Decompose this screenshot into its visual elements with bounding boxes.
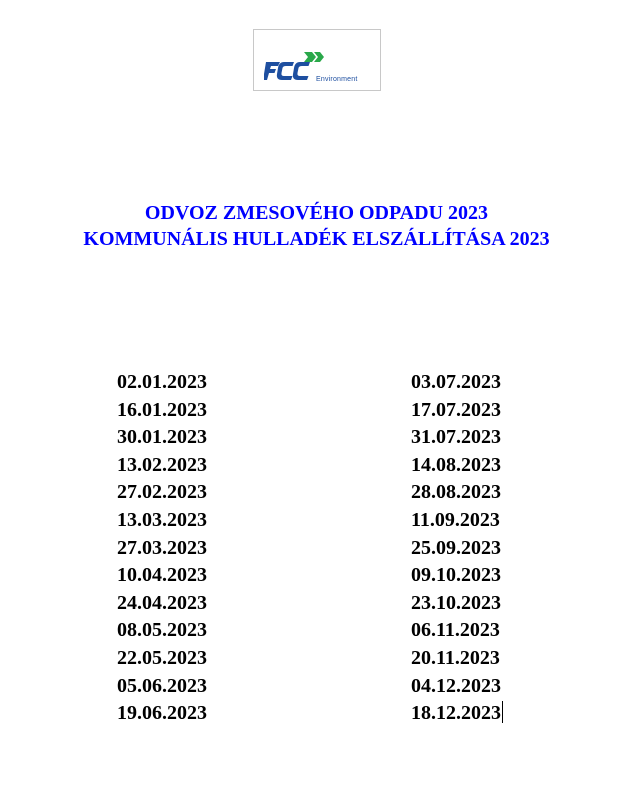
- dates-column-left: [117, 369, 207, 728]
- dates-column-right: [411, 369, 503, 728]
- date-text: 13.03.2023: [117, 508, 207, 531]
- date-text: 27.02.2023: [117, 481, 207, 504]
- date-item: [117, 673, 207, 701]
- date-text: 28.08.2023: [411, 481, 501, 504]
- title-line-hungarian: KOMMUNÁLIS HULLADÉK ELSZÁLLÍTÁSA 2023: [83, 228, 550, 250]
- date-item: [411, 452, 503, 480]
- date-item: [411, 479, 503, 507]
- date-text: 05.06.2023: [117, 674, 207, 697]
- date-text: 03.07.2023: [411, 371, 501, 393]
- date-text: 30.01.2023: [117, 426, 207, 449]
- date-item: [411, 700, 503, 728]
- date-item: [117, 562, 207, 590]
- date-item: [117, 397, 207, 425]
- date-item: [117, 590, 207, 618]
- date-text: 08.05.2023: [117, 619, 207, 642]
- fcc-logo: [253, 29, 381, 91]
- date-item: [411, 535, 503, 563]
- date-item: [117, 424, 207, 452]
- date-text: 22.05.2023: [117, 646, 207, 669]
- date-item: [117, 535, 207, 563]
- date-item: [117, 645, 207, 673]
- date-item: [411, 369, 503, 397]
- date-text: 20.11.2023: [411, 646, 500, 669]
- date-text: 06.11.2023: [411, 619, 500, 642]
- date-text: 13.02.2023: [117, 453, 207, 476]
- date-text: 25.09.2023: [411, 536, 501, 559]
- date-text: 17.07.2023: [411, 398, 501, 421]
- date-text: 23.10.2023: [411, 591, 501, 614]
- logo-caption: Environment: [316, 76, 358, 83]
- date-item: [411, 562, 503, 590]
- date-text: 02.01.2023: [117, 371, 207, 393]
- date-item: [411, 397, 503, 425]
- date-item: [117, 452, 207, 480]
- date-item: [117, 507, 207, 535]
- date-item: [117, 617, 207, 645]
- date-item: [411, 673, 503, 701]
- date-item: [411, 590, 503, 618]
- date-text: 10.04.2023: [117, 564, 207, 587]
- date-text: 14.08.2023: [411, 453, 501, 476]
- date-text: 19.06.2023: [117, 702, 207, 725]
- date-item: [117, 479, 207, 507]
- date-text: 18.12.2023: [411, 702, 501, 725]
- title-line-slovak: ODVOZ ZMESOVÉHO ODPADU 2023: [144, 202, 489, 224]
- date-item: [411, 645, 503, 673]
- date-text: 24.04.2023: [117, 591, 207, 614]
- page-title: [0, 200, 633, 252]
- text-cursor: [502, 701, 503, 723]
- date-item: [411, 617, 503, 645]
- date-item: [411, 507, 503, 535]
- date-item: [411, 424, 503, 452]
- date-text: 11.09.2023: [411, 508, 500, 531]
- date-text: 09.10.2023: [411, 564, 501, 587]
- date-item: [117, 700, 207, 728]
- date-item: [117, 369, 207, 397]
- date-text: 31.07.2023: [411, 426, 501, 449]
- date-text: 04.12.2023: [411, 674, 501, 697]
- date-text: 16.01.2023: [117, 398, 207, 421]
- date-text: 27.03.2023: [117, 536, 207, 559]
